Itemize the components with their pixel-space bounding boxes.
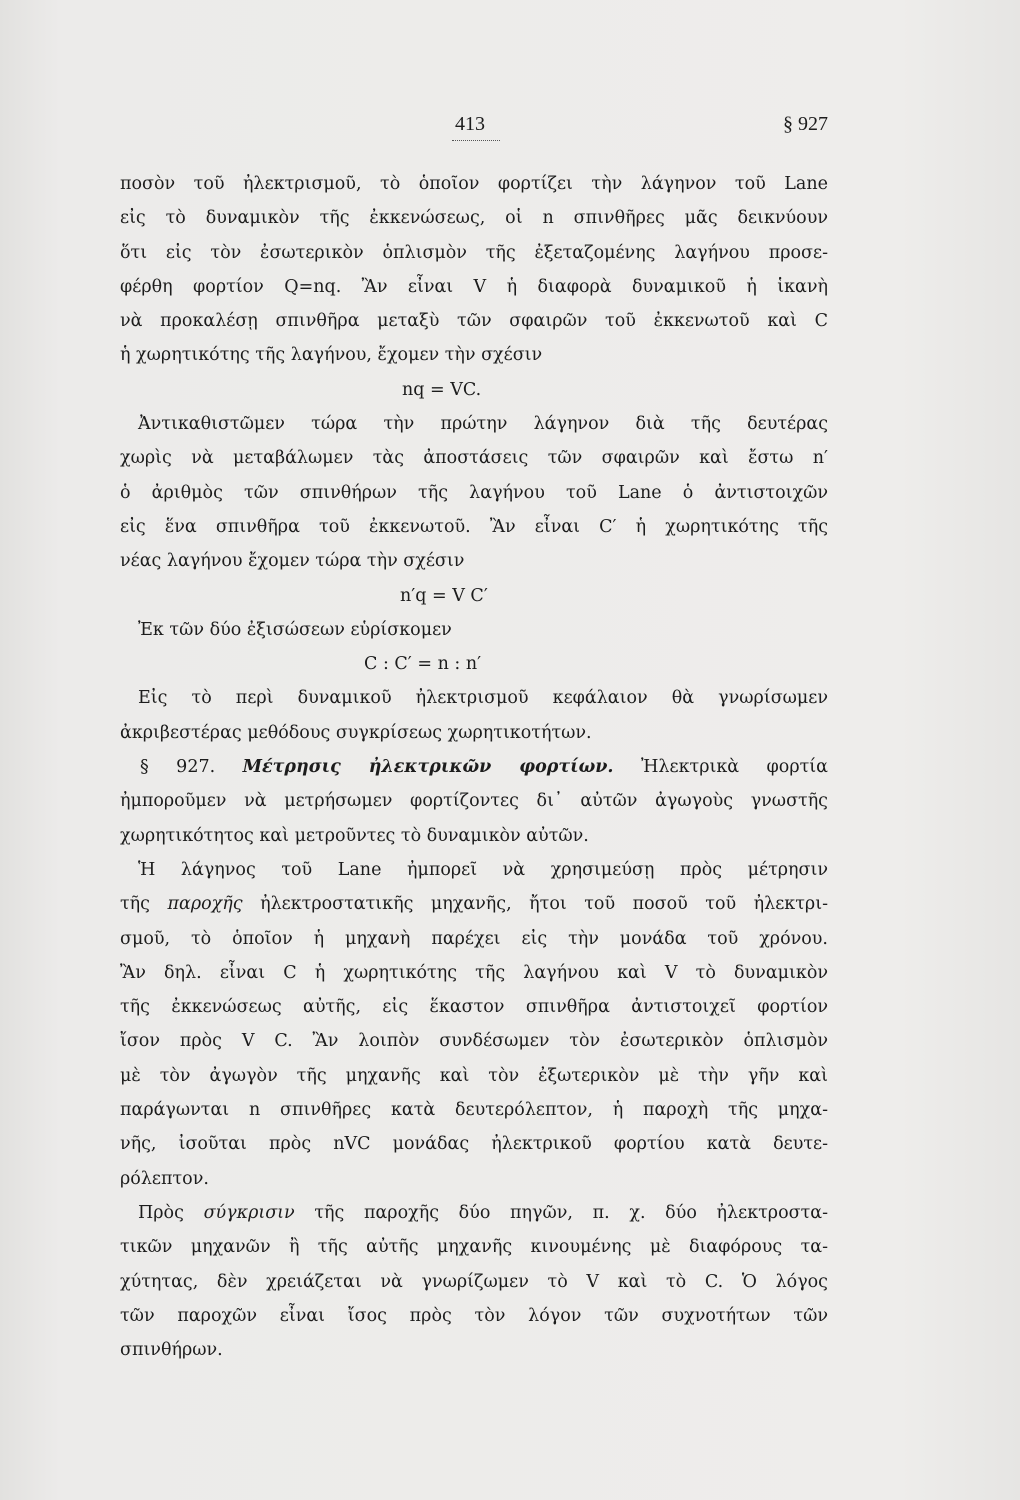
text-line: εἰς τὸ δυναμικὸν τῆς ἐκκενώσεως, οἱ n σπινθῆρες μᾶς δεικνύουν bbox=[120, 208, 828, 229]
section-lead-text: Ἠλεκτρικὰ φορτία bbox=[640, 757, 828, 778]
text-line: ἀκριβεστέρας μεθόδους συγκρίσεως χωρητικοτήτων. bbox=[120, 722, 592, 743]
text-line: χωρητικότητος καὶ μετροῦντες τὸ δυναμικὸν αὐτῶν. bbox=[120, 825, 589, 846]
line-text: τῆς παροχῆς δύο πηγῶν, π. χ. δύο ἠλεκτροστα- bbox=[314, 1202, 828, 1223]
text-line: εἰς ἕνα σπινθῆρα τοῦ ἐκκενωτοῦ. Ἂν εἶναι C′ ἡ χωρητικότης τῆς bbox=[120, 516, 828, 537]
text-line: Ἂν δηλ. εἶναι C ἡ χωρητικότης τῆς λαγήνου καὶ V τὸ δυναμικὸν bbox=[120, 962, 828, 983]
text-line bbox=[120, 1196, 828, 1230]
section-heading-line bbox=[120, 750, 828, 784]
equation: C : C′ = n : n′ bbox=[364, 654, 482, 675]
text-line: ρόλεπτον. bbox=[120, 1168, 209, 1189]
text-line: χύτητας, δὲν χρειάζεται νὰ γνωρίζωμεν τὸ V καὶ τὸ C. Ὁ λόγος bbox=[120, 1271, 828, 1292]
section-title: Μέτρησις ἠλεκτρικῶν φορτίων. bbox=[242, 757, 614, 778]
running-section-reference: § 927 bbox=[783, 113, 828, 135]
text-line: Εἰς τὸ περὶ δυναμικοῦ ἠλεκτρισμοῦ κεφάλαιον θὰ γνωρίσωμεν bbox=[138, 688, 828, 709]
text-line: ἡ χωρητικότης τῆς λαγήνου, ἔχομεν τὴν σχέσιν bbox=[120, 345, 543, 366]
text-line: νὰ προκαλέσῃ σπινθῆρα μεταξὺ τῶν σφαιρῶν τοῦ ἐκκενωτοῦ καὶ C bbox=[120, 311, 828, 332]
text-line: νέας λαγήνου ἔχομεν τώρα τὴν σχέσιν bbox=[120, 551, 465, 572]
text-line: μὲ τὸν ἀγωγὸν τῆς μηχανῆς καὶ τὸν ἐξωτερικὸν μὲ τὴν γῆν καὶ bbox=[120, 1065, 828, 1086]
text-line: τῆς ἐκκενώσεως αὐτῆς, εἰς ἕκαστον σπινθῆρα ἀντιστοιχεῖ φορτίον bbox=[120, 997, 828, 1018]
text-line: Ἀντικαθιστῶμεν τώρα τὴν πρώτην λάγηνον διὰ τῆς δευτέρας bbox=[138, 414, 828, 435]
section-number: § 927. bbox=[140, 757, 216, 778]
page-header bbox=[120, 103, 830, 143]
page-number-underline bbox=[452, 140, 500, 141]
page-number: 413 bbox=[455, 113, 485, 135]
text-line: σπινθήρων. bbox=[120, 1340, 223, 1361]
text-line: ἴσον πρὸς V C. Ἂν λοιπὸν συνδέσωμεν τὸν ἐσωτερικὸν ὁπλισμὸν bbox=[120, 1031, 828, 1052]
text-line: ποσὸν τοῦ ἠλεκτρισμοῦ, τὸ ὁποῖον φορτίζει τὴν λάγηνον τοῦ Lane bbox=[120, 174, 828, 194]
text-line bbox=[120, 887, 828, 921]
text-line: Ἐκ τῶν δύο ἐξισώσεων εὑρίσκομεν bbox=[138, 619, 452, 640]
emphasized-term: παροχῆς bbox=[167, 894, 243, 915]
text-line: τικῶν μηχανῶν ἢ τῆς αὐτῆς μηχανῆς κινουμένης μὲ διαφόρους τα- bbox=[120, 1237, 828, 1258]
text-line: Ἡ λάγηνος τοῦ Lane ἠμπορεῖ νὰ χρησιμεύσῃ πρὸς μέτρησιν bbox=[138, 859, 828, 880]
emphasized-term: σύγκρισιν bbox=[203, 1202, 295, 1223]
body-text bbox=[120, 167, 828, 1367]
equation: nq = VC. bbox=[402, 379, 482, 400]
line-text: Πρὸς bbox=[138, 1202, 184, 1223]
text-line: χωρὶς νὰ μεταβάλωμεν τὰς ἀποστάσεις τῶν σφαιρῶν καὶ ἔστω n′ bbox=[120, 448, 828, 469]
text-line: ἠμποροῦμεν νὰ μετρήσωμεν φορτίζοντες δι᾽ αὐτῶν ἀγωγοὺς γνωστῆς bbox=[120, 791, 828, 812]
text-line: τῶν παροχῶν εἶναι ἴσος πρὸς τὸν λόγον τῶν συχνοτήτων τῶν bbox=[120, 1305, 828, 1326]
text-line: παράγωνται n σπινθῆρες κατὰ δευτερόλεπτον, ἡ παροχὴ τῆς μηχα- bbox=[120, 1100, 828, 1121]
text-line: φέρθη φορτίον Q=nq. Ἂν εἶναι V ἡ διαφορὰ δυναμικοῦ ἡ ἱκανὴ bbox=[120, 276, 828, 297]
text-line: νῆς, ἰσοῦται πρὸς nVC μονάδας ἠλεκτρικοῦ φορτίου κατὰ δευτε- bbox=[120, 1134, 828, 1155]
line-text: τῆς bbox=[120, 894, 150, 915]
text-line: σμοῦ, τὸ ὁποῖον ἡ μηχανὴ παρέχει εἰς τὴν μονάδα τοῦ χρόνου. bbox=[120, 928, 828, 949]
text-line: ὅτι εἰς τὸν ἐσωτερικὸν ὁπλισμὸν τῆς ἐξεταζομένης λαγήνου προσε- bbox=[120, 242, 828, 263]
line-text: ἠλεκτροστατικῆς μηχανῆς, ἤτοι τοῦ ποσοῦ τοῦ ἠλεκτρι- bbox=[260, 894, 828, 915]
text-line: ὁ ἀριθμὸς τῶν σπινθήρων τῆς λαγήνου τοῦ Lane ὁ ἀντιστοιχῶν bbox=[120, 482, 828, 503]
equation: n′q = V C′ bbox=[400, 585, 488, 606]
